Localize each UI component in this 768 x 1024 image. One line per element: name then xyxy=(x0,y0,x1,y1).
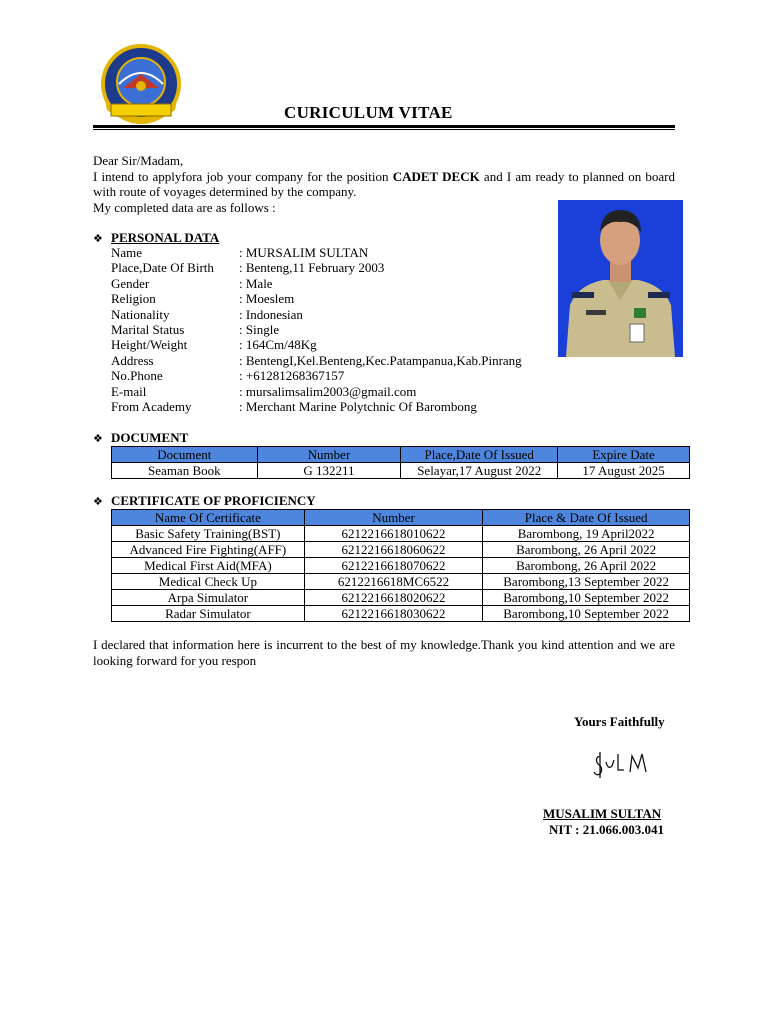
table-cell: 6212216618MC6522 xyxy=(304,574,483,590)
table-cell: Medical Check Up xyxy=(112,574,305,590)
certificate-table xyxy=(111,509,690,622)
field-label: No.Phone xyxy=(111,368,163,384)
signatory-name: MUSALIM SULTAN xyxy=(543,806,662,821)
table-row xyxy=(112,590,690,606)
field-value: : Moeslem xyxy=(239,291,295,307)
field-value: : Benteng,11 February 2003 xyxy=(239,260,385,276)
personal-data-row xyxy=(111,399,477,415)
table-cell: 17 August 2025 xyxy=(558,463,690,479)
table-cell: 6212216618030622 xyxy=(304,606,483,622)
title-rule-thin xyxy=(93,129,675,130)
field-label: Religion xyxy=(111,291,156,307)
table-cell: Barombong,10 September 2022 xyxy=(483,590,690,606)
personal-data-row xyxy=(111,384,416,400)
column-header: Number xyxy=(304,510,483,526)
personal-data-row xyxy=(111,337,317,353)
field-label: Address xyxy=(111,352,154,368)
field-value: : +61281268367157 xyxy=(239,368,345,384)
table-cell: Barombong, 26 April 2022 xyxy=(483,542,690,558)
table-cell: Barombong,10 September 2022 xyxy=(483,606,690,622)
profile-photo xyxy=(558,200,683,357)
table-cell: Basic Safety Training(BST) xyxy=(112,526,305,542)
field-label: Nationality xyxy=(111,306,170,322)
column-header: Document xyxy=(112,447,258,463)
field-value: : 164Cm/48Kg xyxy=(239,337,317,353)
table-cell: G 132211 xyxy=(257,463,401,479)
title-rule-thick xyxy=(93,125,675,128)
table-row xyxy=(112,526,690,542)
table-cell: Seaman Book xyxy=(112,463,258,479)
personal-data-row xyxy=(111,276,273,292)
column-header: Number xyxy=(257,447,401,463)
field-label: Place,Date Of Birth xyxy=(111,260,214,276)
table-cell: Medical First Aid(MFA) xyxy=(112,558,305,574)
academy-logo xyxy=(97,44,185,128)
table-cell: 6212216618010622 xyxy=(304,526,483,542)
table-row xyxy=(112,558,690,574)
closing-salutation: Yours Faithfully xyxy=(574,714,665,729)
field-value: : mursalimsalim2003@gmail.com xyxy=(239,383,417,399)
table-cell: 6212216618020622 xyxy=(304,590,483,606)
data-intro: My completed data are as follows : xyxy=(93,199,276,215)
document-heading: ❖ DOCUMENT xyxy=(93,430,189,445)
greeting: Dear Sir/Madam, xyxy=(93,153,184,168)
table-cell: Barombong, 19 April2022 xyxy=(483,526,690,542)
field-value: : Indonesian xyxy=(239,306,303,322)
intro-line xyxy=(93,169,675,200)
personal-data-row xyxy=(111,322,279,338)
position-name: CADET DECK xyxy=(392,168,480,184)
personal-data-heading: ❖ PERSONAL DATA xyxy=(93,230,220,245)
field-label: E-mail xyxy=(111,383,147,399)
table-cell: Barombong, 26 April 2022 xyxy=(483,558,690,574)
personal-data-row xyxy=(111,353,522,369)
field-label: Marital Status xyxy=(111,322,185,337)
table-cell: Advanced Fire Fighting(AFF) xyxy=(112,542,305,558)
table-cell: 6212216618070622 xyxy=(304,558,483,574)
personal-data-row xyxy=(111,307,303,323)
column-header: Place & Date Of Issued xyxy=(483,510,690,526)
field-label: Name xyxy=(111,245,143,260)
diamond-bullet-icon: ❖ xyxy=(93,495,103,508)
table-cell: Selayar,17 August 2022 xyxy=(401,463,558,479)
field-value: : BentengI,Kel.Benteng,Kec.Patampanua,Kab.Pinrang xyxy=(239,352,522,368)
page-title: CURICULUM VITAE xyxy=(284,103,453,122)
field-label: Gender xyxy=(111,275,150,291)
field-label: Height/Weight xyxy=(111,337,188,353)
table-cell: Barombong,13 September 2022 xyxy=(483,574,690,590)
certificate-heading: ❖ CERTIFICATE OF PROFICIENCY xyxy=(93,493,316,508)
field-value: : Male xyxy=(239,275,273,291)
document-table xyxy=(111,446,690,479)
table-row xyxy=(112,463,690,479)
column-header: Expire Date xyxy=(558,447,690,463)
field-label: From Academy xyxy=(111,399,192,414)
field-value: : MURSALIM SULTAN xyxy=(239,245,369,260)
table-cell: 6212216618060622 xyxy=(304,542,483,558)
signature-image xyxy=(592,748,654,782)
intro-line-post: and I am ready to planned on board with route of voyages determined by the company. xyxy=(93,168,675,199)
table-row xyxy=(112,606,690,622)
table-cell: Radar Simulator xyxy=(112,606,305,622)
personal-data-row xyxy=(111,260,384,276)
table-row xyxy=(112,542,690,558)
column-header: Place,Date Of Issued xyxy=(401,447,558,463)
table-row xyxy=(112,574,690,590)
personal-data-row xyxy=(111,368,344,384)
diamond-bullet-icon: ❖ xyxy=(93,232,103,245)
column-header: Name Of Certificate xyxy=(112,510,305,526)
signatory-nit: NIT : 21.066.003.041 xyxy=(549,822,664,837)
field-value: : Merchant Marine Polytchnic Of Barombong xyxy=(239,399,477,414)
declaration-paragraph: I declared that information here is incurrent to the best of my knowledge.Thank you kind attention and we are looking forward for you respon xyxy=(93,637,675,668)
intro-line-pre: I intend to applyfora job your company for the position xyxy=(93,168,393,184)
field-value: : Single xyxy=(239,322,280,337)
personal-data-row xyxy=(111,245,368,261)
diamond-bullet-icon: ❖ xyxy=(93,432,103,445)
table-cell: Arpa Simulator xyxy=(112,590,305,606)
personal-data-row xyxy=(111,291,294,307)
